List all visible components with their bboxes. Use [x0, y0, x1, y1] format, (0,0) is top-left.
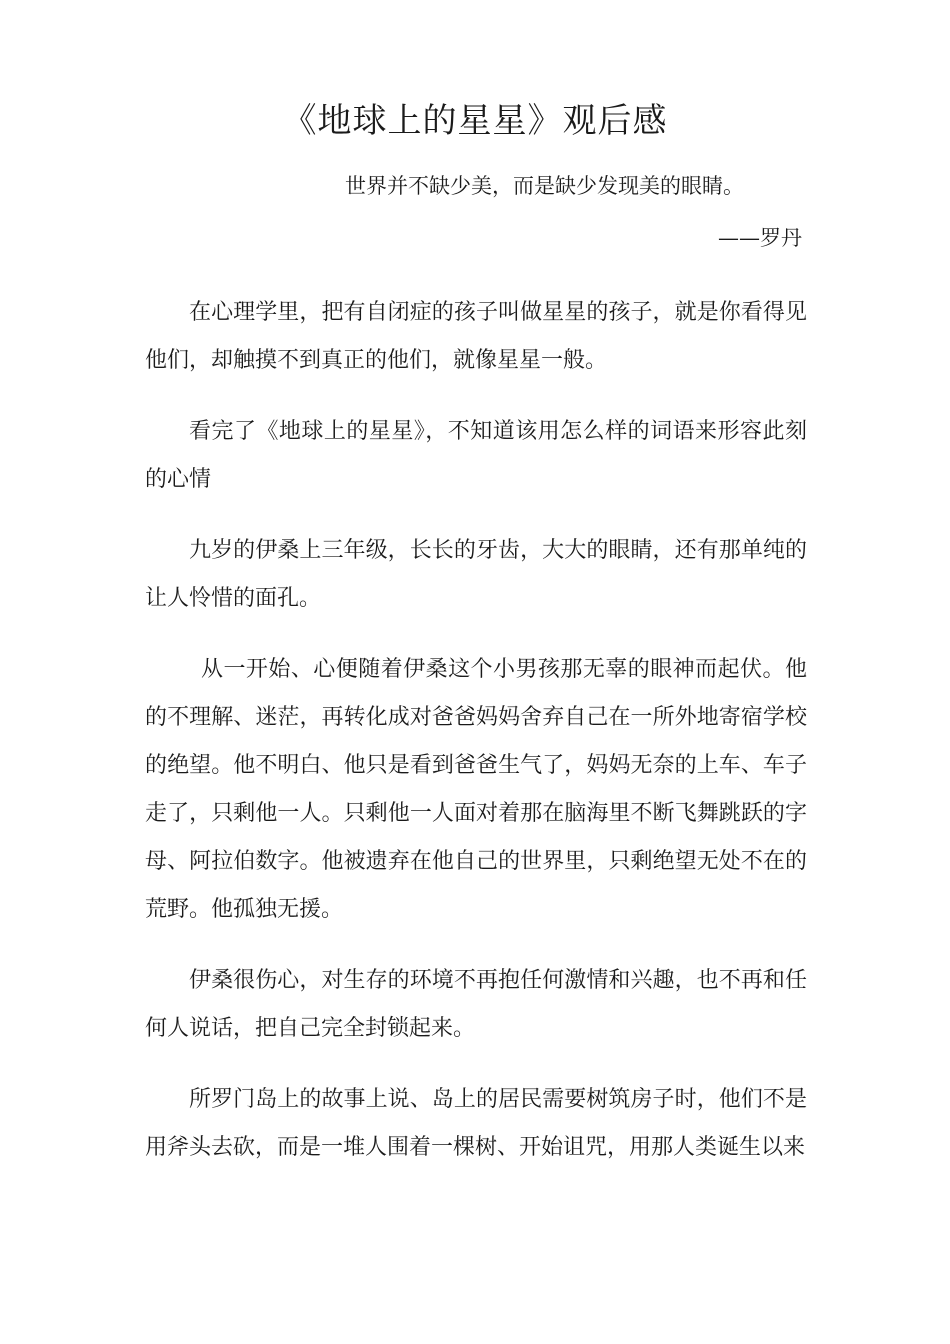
paragraph: 伊桑很伤心，对生存的环境不再抱任何激情和兴趣，也不再和任何人说话，把自己完全封锁起来。 [145, 968, 807, 1041]
document-body [145, 289, 807, 1195]
paragraph: 在心理学里，把有自闭症的孩子叫做星星的孩子，就是你看得见他们，却触摸不到真正的他们，就像星星一般。 [145, 300, 807, 373]
paragraph: 九岁的伊桑上三年级，长长的牙齿，大大的眼睛，还有那单纯的让人怜惜的面孔。 [145, 538, 807, 611]
epigraph-attribution: ——罗丹 [718, 226, 802, 250]
paragraph: 看完了《地球上的星星》，不知道该用怎么样的词语来形容此刻的心情 [145, 419, 807, 492]
paragraph: 所罗门岛上的故事上说、岛上的居民需要树筑房子时，他们不是用斧头去砍，而是一堆人围着一棵树、开始诅咒，用那人类诞生以来 [145, 1087, 807, 1160]
document-title: 《地球上的星星》观后感 [282, 101, 668, 141]
epigraph-quote: 世界并不缺少美，而是缺少发现美的眼睛。 [345, 174, 744, 198]
paragraph: 从一开始、心便随着伊桑这个小男孩那无辜的眼神而起伏。他的不理解、迷茫，再转化成对爸爸妈妈舍弃自己在一所外地寄宿学校的绝望。他不明白、他只是看到爸爸生气了，妈妈无奈的上车、车子走了，只剩他一人。只剩他一人面对着那在脑海里不断飞舞跳跃的字母、阿拉伯数字。他被遗弃在他自己的世界里，只剩绝望无处不在的荒野。他孤独无援。 [145, 657, 807, 922]
